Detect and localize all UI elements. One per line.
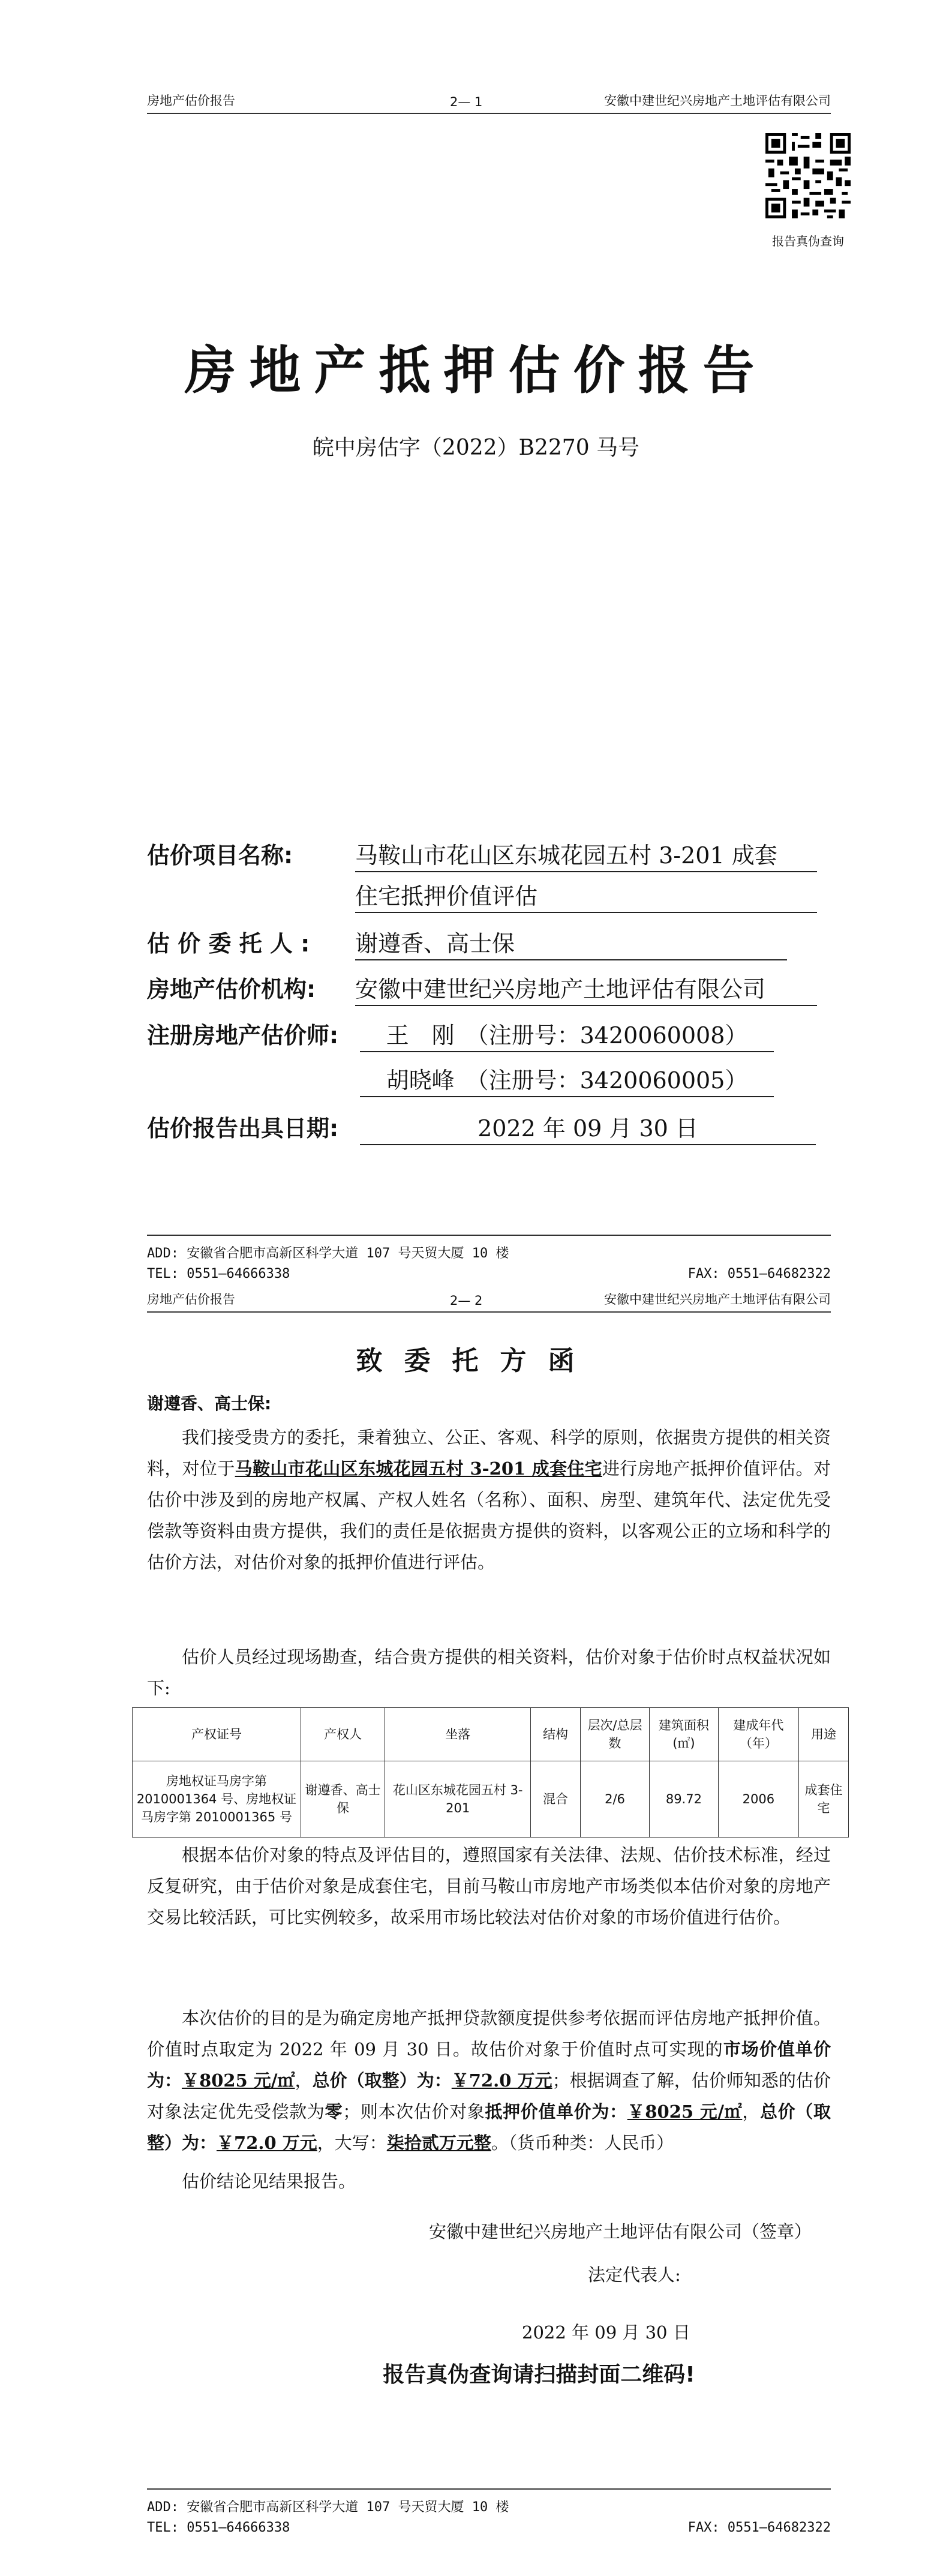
footer-rule <box>147 2488 831 2490</box>
header-page-number: 2— 2 <box>450 1293 483 1308</box>
header-right: 安徽中建世纪兴房地产土地评估有限公司 <box>604 94 831 108</box>
col-location: 坐落 <box>385 1708 531 1761</box>
property-table <box>132 1707 849 1838</box>
date-value: 2022 年 09 月 30 日 <box>360 1110 816 1145</box>
footer-address: ADD: 安徽省合肥市高新区科学大道 107 号天贸大厦 10 楼 <box>147 2500 509 2515</box>
footer-address: ADD: 安徽省合肥市高新区科学大道 107 号天贸大厦 10 楼 <box>147 1246 509 1261</box>
paragraph-5: 估价结论见结果报告。 <box>182 2171 356 2191</box>
letter-title: 致委托方函 <box>356 1346 596 1376</box>
paragraph-1: 我们接受贵方的委托，秉着独立、公正、客观、科学的原则，依据贵方提供的相关资料，对位于马鞍山市花山区东城花园五村 3-201 成套住宅进行房地产抵押价值评估。对估价中涉及到的房地产权属、产权人姓名（名称）、面积、房型、建筑年代、法定优先受偿款等资料由贵方提供，我们的责任是依据贵方提供的资料，以客观公正的立场和科学的估价方法，对估价对象的抵押价值进行评估。 <box>147 1427 831 1572</box>
project-value-line2: 住宅抵押价值评估 <box>355 878 817 913</box>
page-footer <box>147 2488 831 2535</box>
col-area: 建筑面积(㎡) <box>649 1708 718 1761</box>
appraiser-label: 注册房地产估价师: <box>147 1022 339 1049</box>
header-right: 安徽中建世纪兴房地产土地评估有限公司 <box>604 1292 831 1307</box>
header-page-number: 2— 1 <box>450 95 483 109</box>
table-row <box>133 1761 849 1838</box>
col-structure: 结构 <box>531 1708 581 1761</box>
col-owner: 产权人 <box>301 1708 385 1761</box>
cell-year: 2006 <box>718 1761 798 1838</box>
cell-floor: 2/6 <box>581 1761 650 1838</box>
paragraph-3: 根据本估价对象的特点及评估目的，遵照国家有关法律、法规、估价技术标准，经过反复研究，由于估价对象是成套住宅，目前马鞍山市房地产市场类似本估价对象的房地产交易比较活跃，可比实例较多，故采用市场比较法对估价对象的市场价值进行估价。 <box>147 1845 831 1928</box>
date-label: 估价报告出具日期: <box>147 1115 339 1142</box>
footer-fax: FAX: 0551—64682322 <box>687 1266 831 1281</box>
project-value-line1: 马鞍山市花山区东城花园五村 3-201 成套 <box>355 837 817 872</box>
agency-value: 安徽中建世纪兴房地产土地评估有限公司 <box>355 971 817 1006</box>
appraiser-1: 王 刚 （注册号：3420060008） <box>360 1017 774 1052</box>
col-year: 建成年代（年） <box>718 1708 798 1761</box>
page-header <box>147 1290 831 1313</box>
paragraph-2: 估价人员经过现场勘查，结合贵方提供的相关资料，估价对象于估价时点权益状况如下: <box>147 1647 831 1698</box>
report-number: 皖中房估字（2022）B2270 马号 <box>312 436 640 460</box>
col-floor: 层次/总层数 <box>581 1708 650 1761</box>
legal-representative: 法定代表人: <box>588 2265 681 2285</box>
cell-structure: 混合 <box>531 1761 581 1838</box>
footer-tel: TEL: 0551—64666338 <box>147 2520 290 2535</box>
client-value: 谢遵香、高士保 <box>355 925 787 960</box>
verification-notice: 报告真伪查询请扫描封面二维码! <box>383 2362 695 2387</box>
header-left: 房地产估价报告 <box>147 94 235 108</box>
property-address: 马鞍山市花山区东城花园五村 3-201 成套住宅 <box>235 1458 602 1479</box>
col-cert-no: 产权证号 <box>133 1708 301 1761</box>
col-usage: 用途 <box>798 1708 848 1761</box>
client-label: 估 价 委 托 人 : <box>147 930 310 957</box>
cell-cert-no: 房地权证马房字第 2010001364 号、房地权证马房字第 2010001365 号 <box>133 1761 301 1838</box>
agency-label: 房地产估价机构: <box>147 976 316 1002</box>
cell-usage: 成套住宅 <box>798 1761 848 1838</box>
header-left: 房地产估价报告 <box>147 1292 235 1307</box>
qr-caption: 报告真伪查询 <box>772 234 844 248</box>
footer-tel: TEL: 0551—64666338 <box>147 1266 290 1281</box>
cell-owner: 谢遵香、高士保 <box>301 1761 385 1838</box>
cell-location: 花山区东城花园五村 3-201 <box>385 1761 531 1838</box>
footer-fax: FAX: 0551—64682322 <box>687 2520 831 2535</box>
cell-area: 89.72 <box>649 1761 718 1838</box>
letter-date: 2022 年 09 月 30 日 <box>522 2322 690 2343</box>
company-signature: 安徽中建世纪兴房地产土地评估有限公司（签章） <box>429 2221 812 2242</box>
salutation: 谢遵香、高士保: <box>147 1394 272 1413</box>
project-label: 估价项目名称: <box>147 842 293 869</box>
appraiser-2: 胡晓峰 （注册号：3420060005） <box>360 1062 774 1097</box>
report-title: 房地产抵押估价报告 <box>184 340 768 401</box>
paragraph-4: 本次估价的目的是为确定房地产抵押贷款额度提供参考依据而评估房地产抵押价值。价值时点取定为 2022 年 09 月 30 日。故估价对象于价值时点可实现的市场价值单价为：￥8025 元/㎡，总价（取整）为：￥72.0 万元；根据调查了解，估价师知悉的估价对象法定优先受偿款为零；则本次估价对象抵押价值单价为：￥8025 元/㎡，总价（取整）为：￥72.0 万元，大写：柒拾贰万元整。（货币种类：人民币） <box>147 2008 831 2153</box>
table-header-row <box>133 1708 849 1761</box>
